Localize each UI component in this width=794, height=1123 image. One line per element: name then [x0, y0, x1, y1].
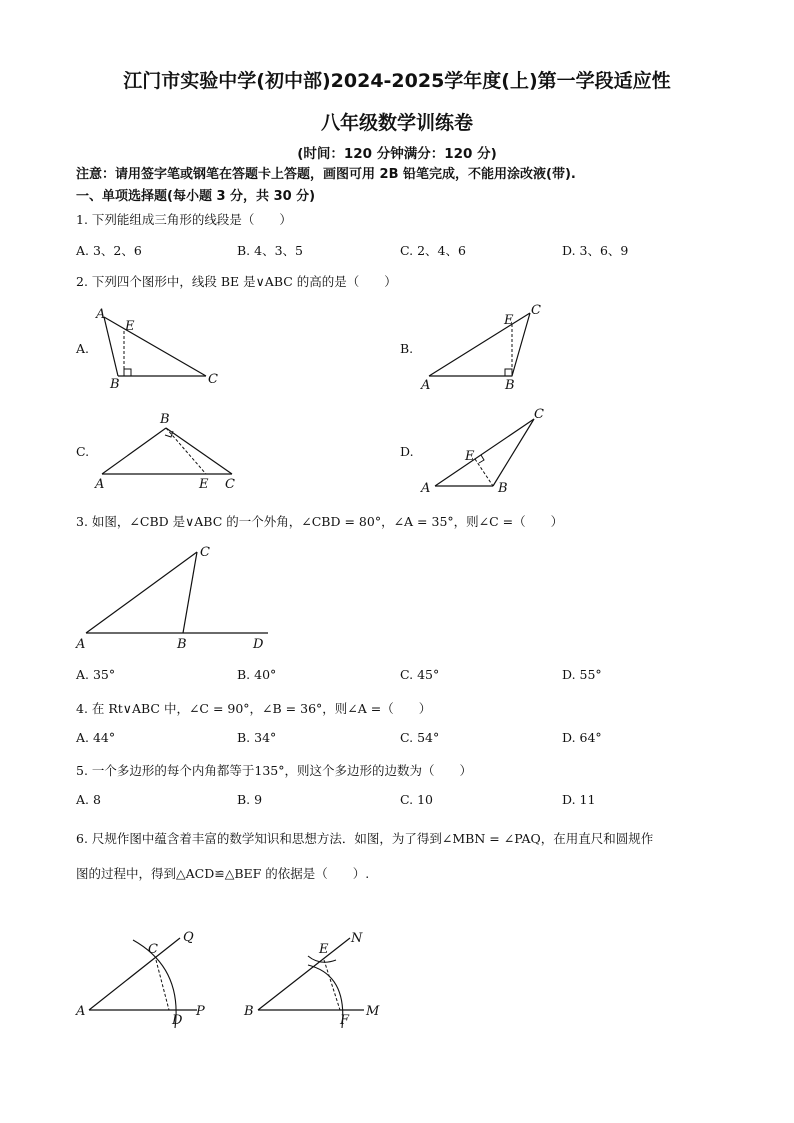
question-5-stem: 5. 一个多边形的每个内角都等于135°，则这个多边形的边数为（ ） [76, 763, 473, 778]
question-4-option-c[interactable]: C. 54° [400, 730, 440, 745]
q2-figure-c [90, 408, 250, 493]
q6l-label-a: A [76, 1004, 86, 1019]
q3-figure [70, 540, 280, 655]
question-4-stem: 4. 在 Rt∨ABC 中，∠C = 90°，∠B = 36°，则∠A =（ ） [76, 701, 432, 716]
question-3-option-b[interactable]: B. 40° [237, 667, 277, 682]
q6l-label-c: C [148, 942, 158, 957]
q2d-label-c: C [534, 407, 544, 422]
q6r-label-b: B [244, 1004, 254, 1019]
question-2-option-b[interactable]: B. [400, 341, 414, 356]
q6l-label-q: Q [183, 930, 194, 945]
question-2-option-d[interactable]: D. [400, 444, 414, 459]
question-4-option-d[interactable]: D. 64° [562, 730, 602, 745]
question-2-stem: 2. 下列四个图形中，线段 BE 是∨ABC 的高的是（ ） [76, 274, 397, 289]
question-1-option-d[interactable]: D. 3、6、9 [562, 243, 629, 258]
question-1-option-a[interactable]: A. 3、2、6 [76, 243, 142, 258]
q2-figure-d [415, 404, 560, 499]
page-title-line1: 江门市实验中学(初中部)2024-2025学年度(上)第一学段适应性 [123, 70, 671, 92]
question-3-stem: 3. 如图，∠CBD 是∨ABC 的一个外角，∠CBD = 80°，∠A = 35°，则∠C =（ ） [76, 514, 564, 529]
q6r-label-n: N [351, 931, 363, 946]
q2a-label-a: A [96, 307, 106, 322]
q6l-label-d: D [172, 1013, 183, 1028]
q3-label-d: D [253, 637, 264, 652]
q3-label-a: A [76, 637, 86, 652]
time-info: (时间：120 分钟满分：120 分) [297, 146, 497, 162]
question-4-option-b[interactable]: B. 34° [237, 730, 277, 745]
q2a-label-c: C [208, 372, 218, 387]
q6r-label-f: F [340, 1013, 350, 1028]
question-1-stem: 1. 下列能组成三角形的线段是（ ） [76, 212, 292, 227]
question-2-option-c[interactable]: C. [76, 444, 90, 459]
q2d-label-e: E [465, 449, 475, 464]
question-1-option-c[interactable]: C. 2、4、6 [400, 243, 466, 258]
q2c-label-a: A [95, 477, 105, 492]
q2a-label-b: B [110, 377, 120, 392]
q2b-label-e: E [504, 313, 514, 328]
q6r-label-e: E [319, 942, 329, 957]
q2d-label-b: B [498, 481, 508, 496]
q2d-label-a: A [421, 481, 431, 496]
q2b-label-c: C [531, 303, 541, 318]
question-1-option-b[interactable]: B. 4、3、5 [237, 243, 303, 258]
notice: 注意：请用签字笔或钢笔在答题卡上答题，画图可用 2B 铅笔完成，不能用涂改液(带). [76, 167, 576, 182]
question-3-option-c[interactable]: C. 45° [400, 667, 440, 682]
q2b-label-a: A [421, 378, 431, 393]
section-heading: 一、单项选择题(每小题 3 分，共 30 分) [76, 189, 316, 204]
question-5-option-a[interactable]: A. 8 [76, 792, 101, 807]
q2-figure-a [90, 300, 230, 395]
question-3-option-d[interactable]: D. 55° [562, 667, 602, 682]
q2a-label-e: E [125, 319, 135, 334]
q3-label-b: B [177, 637, 187, 652]
question-5-option-b[interactable]: B. 9 [237, 792, 263, 807]
q2c-label-e: E [199, 477, 209, 492]
q6r-label-m: M [366, 1004, 380, 1019]
question-4-option-a[interactable]: A. 44° [76, 730, 116, 745]
question-3-option-a[interactable]: A. 35° [76, 667, 116, 682]
page-title-line2: 八年级数学训练卷 [320, 112, 473, 134]
q2c-label-c: C [225, 477, 235, 492]
q6-figure-right [238, 920, 388, 1035]
question-5-option-d[interactable]: D. 11 [562, 792, 596, 807]
q6-figure-left [70, 920, 220, 1035]
q3-label-c: C [200, 545, 210, 560]
q6l-label-p: P [196, 1004, 205, 1019]
q2b-label-b: B [505, 378, 515, 393]
question-6-stem-line2: 图的过程中，得到△ACD≌△BEF 的依据是（ ）. [76, 866, 370, 881]
question-2-option-a[interactable]: A. [76, 341, 90, 356]
q2-figure-b [415, 298, 555, 395]
question-6-stem-line1: 6. 尺规作图中蕴含着丰富的数学知识和思想方法．如图，为了得到∠MBN = ∠PAQ，在用直尺和圆规作 [76, 831, 654, 846]
question-5-option-c[interactable]: C. 10 [400, 792, 433, 807]
q2c-label-b: B [160, 412, 170, 427]
